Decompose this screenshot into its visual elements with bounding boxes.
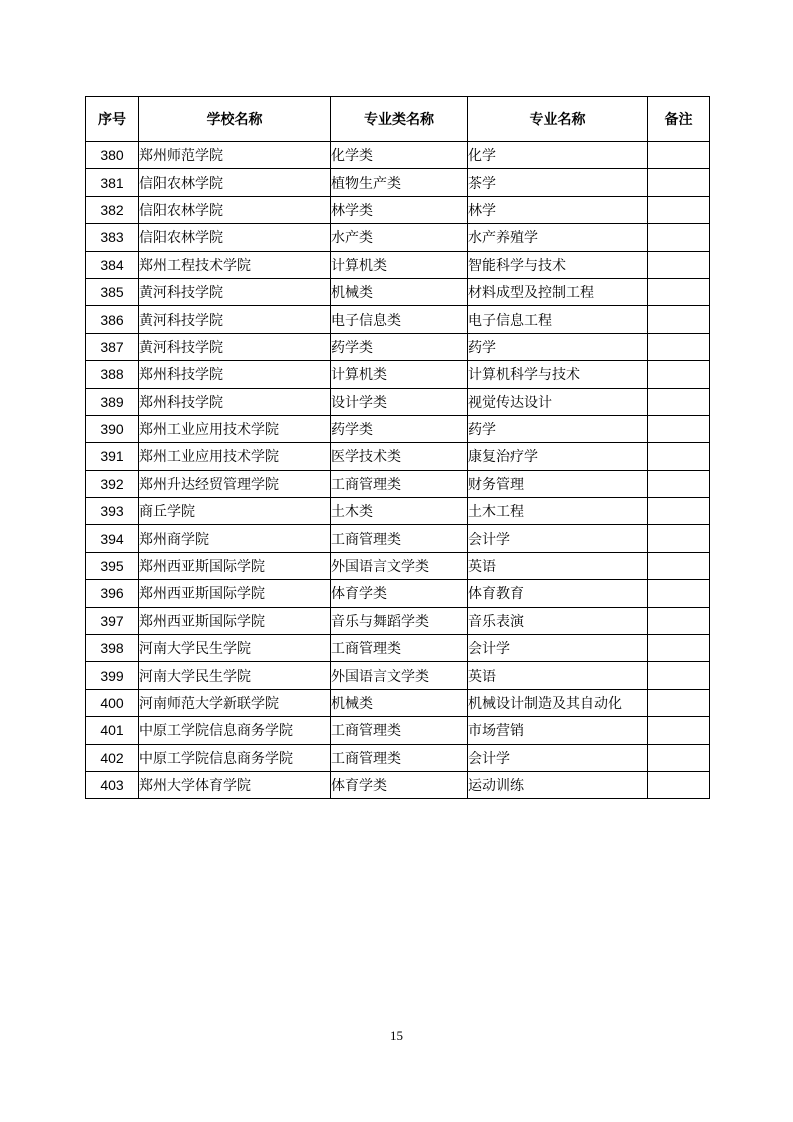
cell-note (648, 306, 710, 333)
cell-school-name: 郑州商学院 (139, 525, 331, 552)
cell-major-name: 体育教育 (468, 580, 648, 607)
cell-major-name: 药学 (468, 333, 648, 360)
cell-major-name: 会计学 (468, 525, 648, 552)
cell-major-name: 音乐表演 (468, 607, 648, 634)
cell-category-name: 药学类 (331, 333, 468, 360)
cell-major-name: 市场营销 (468, 717, 648, 744)
cell-serial-number: 394 (86, 525, 139, 552)
table-row (86, 689, 710, 716)
cell-school-name: 黄河科技学院 (139, 278, 331, 305)
cell-major-name: 康复治疗学 (468, 443, 648, 470)
cell-major-name: 运动训练 (468, 771, 648, 798)
cell-serial-number: 397 (86, 607, 139, 634)
cell-major-name: 茶学 (468, 169, 648, 196)
cell-serial-number: 389 (86, 388, 139, 415)
cell-school-name: 郑州师范学院 (139, 142, 331, 169)
table-row (86, 306, 710, 333)
cell-major-name: 财务管理 (468, 470, 648, 497)
majors-table (85, 96, 710, 799)
cell-note (648, 607, 710, 634)
cell-category-name: 外国语言文学类 (331, 552, 468, 579)
cell-note (648, 580, 710, 607)
table-row (86, 142, 710, 169)
cell-category-name: 工商管理类 (331, 525, 468, 552)
cell-major-name: 土木工程 (468, 498, 648, 525)
table-row (86, 552, 710, 579)
cell-school-name: 黄河科技学院 (139, 306, 331, 333)
table-row (86, 333, 710, 360)
cell-category-name: 设计学类 (331, 388, 468, 415)
table-row (86, 635, 710, 662)
table-row (86, 415, 710, 442)
cell-category-name: 药学类 (331, 415, 468, 442)
cell-note (648, 443, 710, 470)
table-row (86, 580, 710, 607)
cell-category-name: 机械类 (331, 689, 468, 716)
cell-serial-number: 387 (86, 333, 139, 360)
cell-major-name: 机械设计制造及其自动化 (468, 689, 648, 716)
cell-school-name: 郑州工程技术学院 (139, 251, 331, 278)
cell-school-name: 信阳农林学院 (139, 169, 331, 196)
cell-note (648, 717, 710, 744)
cell-category-name: 水产类 (331, 224, 468, 251)
table-row (86, 251, 710, 278)
cell-school-name: 中原工学院信息商务学院 (139, 717, 331, 744)
cell-note (648, 361, 710, 388)
cell-school-name: 郑州升达经贸管理学院 (139, 470, 331, 497)
cell-major-name: 会计学 (468, 635, 648, 662)
cell-note (648, 470, 710, 497)
cell-school-name: 河南大学民生学院 (139, 662, 331, 689)
cell-note (648, 388, 710, 415)
table-row (86, 169, 710, 196)
cell-school-name: 郑州大学体育学院 (139, 771, 331, 798)
cell-category-name: 工商管理类 (331, 717, 468, 744)
cell-serial-number: 381 (86, 169, 139, 196)
cell-serial-number: 396 (86, 580, 139, 607)
cell-category-name: 体育学类 (331, 580, 468, 607)
cell-serial-number: 400 (86, 689, 139, 716)
table-row (86, 361, 710, 388)
page-number: 15 (390, 1028, 403, 1043)
cell-serial-number: 380 (86, 142, 139, 169)
header-category-name: 专业类名称 (331, 97, 468, 142)
cell-note (648, 169, 710, 196)
cell-category-name: 机械类 (331, 278, 468, 305)
cell-serial-number: 388 (86, 361, 139, 388)
cell-note (648, 196, 710, 223)
cell-category-name: 外国语言文学类 (331, 662, 468, 689)
cell-serial-number: 382 (86, 196, 139, 223)
cell-serial-number: 384 (86, 251, 139, 278)
header-school-name: 学校名称 (139, 97, 331, 142)
cell-school-name: 河南师范大学新联学院 (139, 689, 331, 716)
cell-note (648, 771, 710, 798)
cell-category-name: 工商管理类 (331, 470, 468, 497)
cell-major-name: 视觉传达设计 (468, 388, 648, 415)
table-row (86, 278, 710, 305)
table-row (86, 224, 710, 251)
cell-category-name: 计算机类 (331, 251, 468, 278)
cell-note (648, 689, 710, 716)
cell-category-name: 工商管理类 (331, 744, 468, 771)
cell-serial-number: 399 (86, 662, 139, 689)
cell-serial-number: 392 (86, 470, 139, 497)
cell-category-name: 化学类 (331, 142, 468, 169)
table-row (86, 662, 710, 689)
cell-major-name: 英语 (468, 662, 648, 689)
cell-category-name: 电子信息类 (331, 306, 468, 333)
table-row (86, 717, 710, 744)
header-note: 备注 (648, 97, 710, 142)
cell-school-name: 郑州西亚斯国际学院 (139, 580, 331, 607)
cell-major-name: 林学 (468, 196, 648, 223)
cell-note (648, 251, 710, 278)
cell-major-name: 智能科学与技术 (468, 251, 648, 278)
table-row (86, 388, 710, 415)
cell-school-name: 中原工学院信息商务学院 (139, 744, 331, 771)
table-row (86, 443, 710, 470)
cell-category-name: 体育学类 (331, 771, 468, 798)
cell-note (648, 415, 710, 442)
cell-major-name: 电子信息工程 (468, 306, 648, 333)
cell-serial-number: 390 (86, 415, 139, 442)
cell-note (648, 333, 710, 360)
cell-school-name: 郑州西亚斯国际学院 (139, 607, 331, 634)
cell-note (648, 142, 710, 169)
cell-serial-number: 386 (86, 306, 139, 333)
table-row (86, 607, 710, 634)
cell-category-name: 土木类 (331, 498, 468, 525)
cell-note (648, 552, 710, 579)
cell-serial-number: 402 (86, 744, 139, 771)
cell-category-name: 植物生产类 (331, 169, 468, 196)
cell-major-name: 计算机科学与技术 (468, 361, 648, 388)
cell-note (648, 224, 710, 251)
cell-category-name: 工商管理类 (331, 635, 468, 662)
cell-major-name: 材料成型及控制工程 (468, 278, 648, 305)
table-row (86, 525, 710, 552)
cell-school-name: 黄河科技学院 (139, 333, 331, 360)
cell-serial-number: 383 (86, 224, 139, 251)
cell-major-name: 化学 (468, 142, 648, 169)
cell-category-name: 音乐与舞蹈学类 (331, 607, 468, 634)
cell-school-name: 河南大学民生学院 (139, 635, 331, 662)
cell-school-name: 郑州工业应用技术学院 (139, 443, 331, 470)
cell-school-name: 郑州科技学院 (139, 388, 331, 415)
cell-note (648, 525, 710, 552)
cell-school-name: 信阳农林学院 (139, 224, 331, 251)
table-row (86, 498, 710, 525)
cell-note (648, 662, 710, 689)
cell-school-name: 信阳农林学院 (139, 196, 331, 223)
cell-serial-number: 395 (86, 552, 139, 579)
cell-serial-number: 403 (86, 771, 139, 798)
table-row (86, 470, 710, 497)
cell-serial-number: 393 (86, 498, 139, 525)
cell-school-name: 郑州科技学院 (139, 361, 331, 388)
cell-serial-number: 401 (86, 717, 139, 744)
table-row (86, 196, 710, 223)
cell-school-name: 郑州西亚斯国际学院 (139, 552, 331, 579)
cell-serial-number: 385 (86, 278, 139, 305)
cell-note (648, 278, 710, 305)
cell-major-name: 会计学 (468, 744, 648, 771)
header-serial-number: 序号 (86, 97, 139, 142)
header-major-name: 专业名称 (468, 97, 648, 142)
table-body (86, 142, 710, 799)
cell-major-name: 水产养殖学 (468, 224, 648, 251)
cell-note (648, 744, 710, 771)
cell-category-name: 林学类 (331, 196, 468, 223)
cell-major-name: 英语 (468, 552, 648, 579)
table-row (86, 744, 710, 771)
cell-note (648, 498, 710, 525)
table-header-row (86, 97, 710, 142)
cell-major-name: 药学 (468, 415, 648, 442)
cell-school-name: 郑州工业应用技术学院 (139, 415, 331, 442)
table-row (86, 771, 710, 798)
cell-category-name: 医学技术类 (331, 443, 468, 470)
cell-note (648, 635, 710, 662)
cell-school-name: 商丘学院 (139, 498, 331, 525)
cell-category-name: 计算机类 (331, 361, 468, 388)
cell-serial-number: 398 (86, 635, 139, 662)
cell-serial-number: 391 (86, 443, 139, 470)
